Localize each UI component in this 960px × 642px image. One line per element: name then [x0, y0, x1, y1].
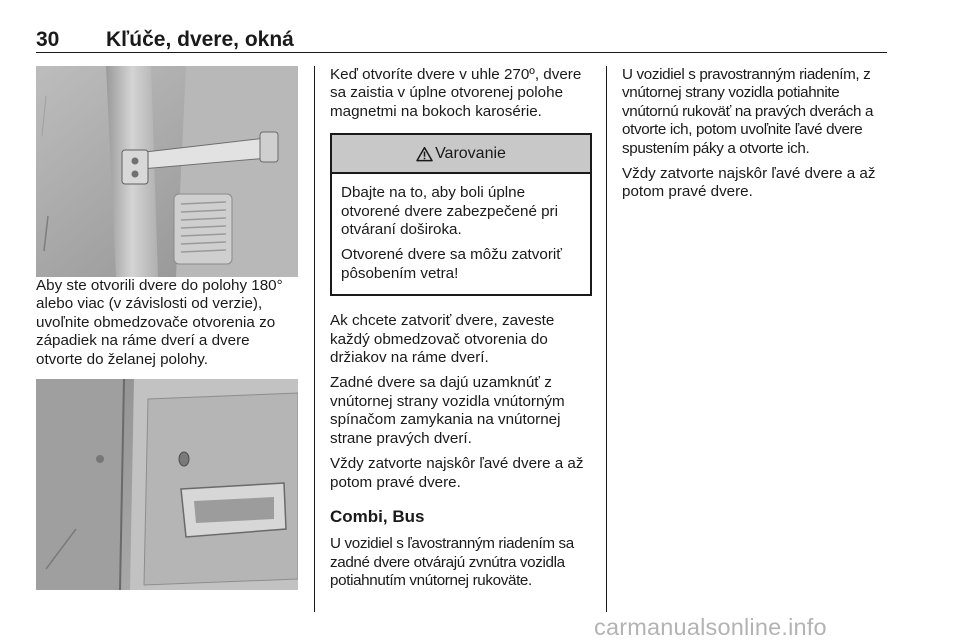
door-check-strap-illustration [36, 66, 298, 277]
page-number: 30 [36, 28, 60, 51]
column-1 [36, 66, 298, 590]
column-2 [330, 66, 592, 598]
warning-paragraph-1: Dbajte na to, aby boli úplne otvorené dvere zabezpečené pri otváraní doširoka. [341, 184, 558, 239]
watermark: carmanualsonline.info [594, 614, 827, 640]
paragraph-rhd-rear-doors: U vozidiel s pravostranným riadením, z vnútornej strany vozidla potiahnite vnútornú rukoväť na pravých dverách a otvorte ich, potom uvoľnite ľavé dvere spustením páky a otvorte ich. [622, 66, 874, 157]
column-3 [622, 66, 888, 209]
page-title: Kľúče, dvere, okná [106, 28, 294, 51]
warning-box [330, 133, 592, 296]
caption-open-180: Aby ste otvorili dvere do polohy 180° alebo viac (v závislosti od verzie), uvoľnite obmedzovače otvorenia zo západiek na ráme dverí a dvere otvorte do želanej polohy. [36, 277, 283, 368]
warning-title: Varovanie [435, 144, 506, 162]
column-divider-2 [606, 66, 607, 612]
paragraph-270-degrees: Keď otvoríte dvere v uhle 270º, dvere sa zaistia v úplne otvorenej polohe magnetmi na bokoch karosérie. [330, 66, 582, 120]
paragraph-lock-rear-doors: Zadné dvere sa dajú uzamknúť z vnútornej strany vozidla vnútorným spínačom zamykania na vnútornej strane pravých dverí. [330, 374, 565, 447]
paragraph-closing-order-2: Vždy zatvorte najskôr ľavé dvere a až potom pravé dvere. [622, 165, 876, 201]
warning-body [332, 174, 590, 294]
rear-door-interior-handle-photo [36, 379, 298, 590]
warning-triangle-icon [416, 146, 433, 162]
door-check-strap-photo [36, 66, 298, 277]
warning-header [332, 135, 590, 174]
header-rule [36, 52, 887, 53]
rear-door-interior-illustration [36, 379, 298, 590]
column-divider-1 [314, 66, 315, 612]
paragraph-closing-order: Vždy zatvorte najskôr ľavé dvere a až potom pravé dvere. [330, 455, 584, 491]
paragraph-lhd-rear-doors: U vozidiel s ľavostranným riadením sa zadné dvere otvárajú zvnútra vozidla potiahnutím vnútornej rukoväte. [330, 535, 574, 590]
section-heading-combi-bus: Combi, Bus [330, 506, 425, 526]
warning-paragraph-2: Otvorené dvere sa môžu zatvoriť pôsobením vetra! [341, 246, 562, 282]
paragraph-close-doors: Ak chcete zatvoriť dvere, zaveste každý obmedzovač otvorenia do držiakov na ráme dverí. [330, 312, 555, 367]
